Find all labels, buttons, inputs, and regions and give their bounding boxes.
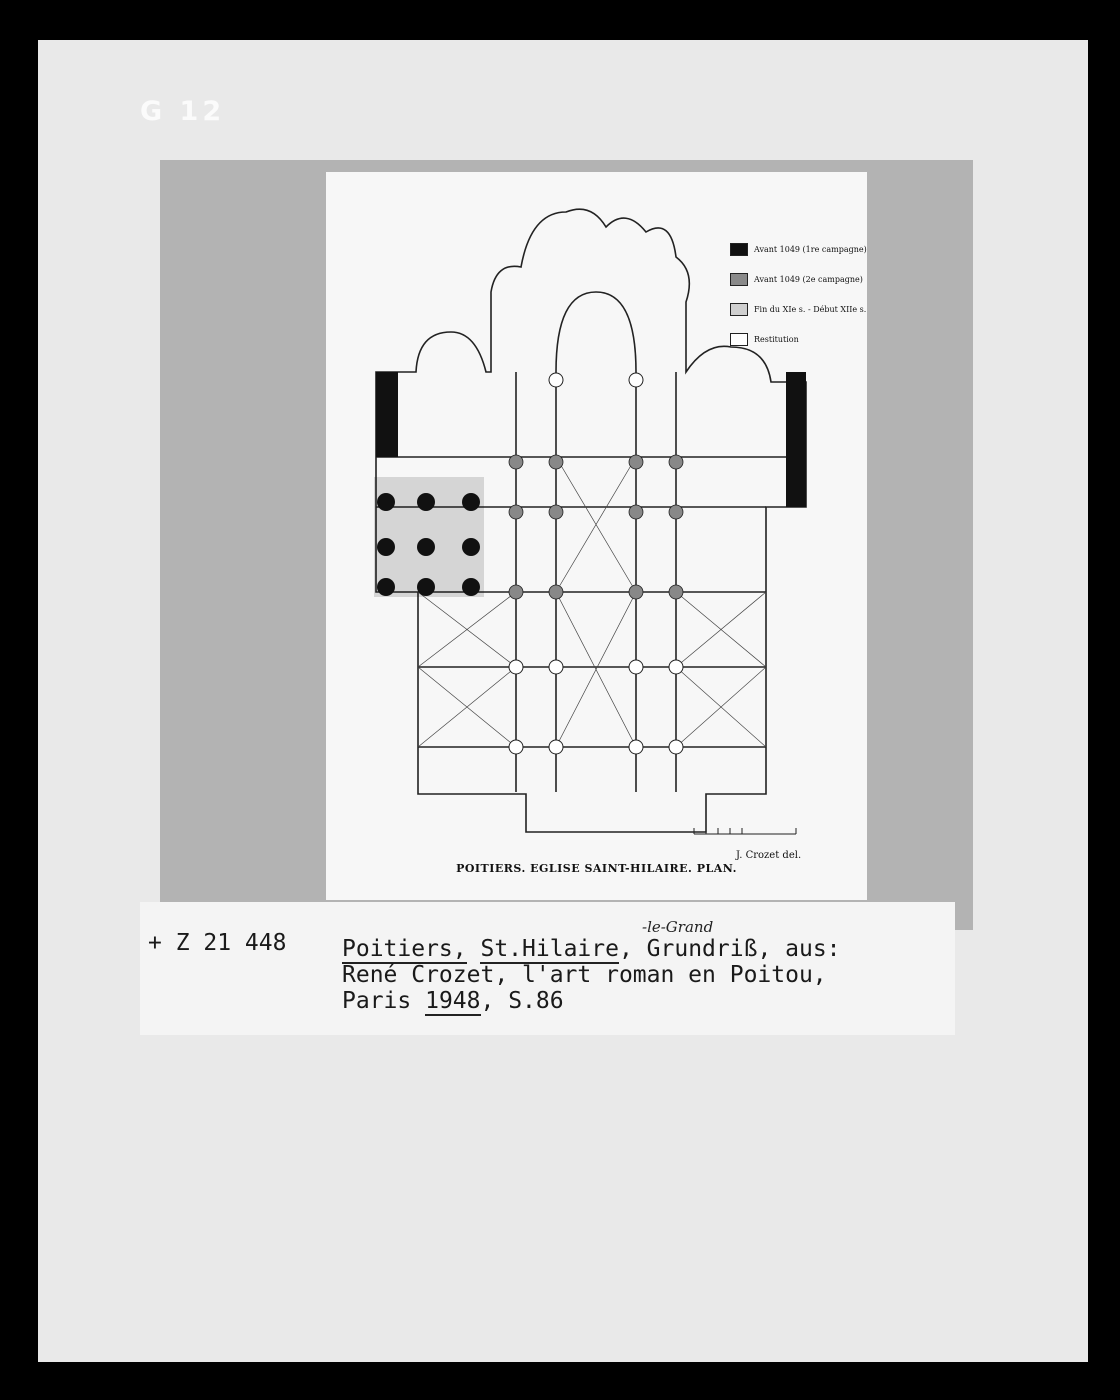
label-line-2: René Crozet, l'art roman en Poitou, [342, 962, 827, 988]
drawing-credit: J. Crozet del. [736, 850, 802, 861]
legend-item [730, 294, 867, 324]
place-name: Poitiers, [342, 936, 467, 962]
inventory-number: + Z 21 448 [148, 930, 287, 956]
legend-item [730, 264, 867, 294]
legend-swatch [730, 243, 748, 256]
church-name: St.Hilaire [480, 936, 619, 962]
legend-swatch [730, 303, 748, 316]
catalog-label [140, 902, 955, 1035]
label-line-3 [342, 988, 564, 1014]
figure-caption: POITIERS. EGLISE SAINT-HILAIRE. PLAN. [456, 862, 737, 875]
page-reference: , S.86 [480, 988, 564, 1014]
plan-legend [730, 234, 867, 354]
description: , Grundriß, aus: [618, 936, 841, 962]
legend-swatch [730, 273, 748, 286]
legend-swatch [730, 333, 748, 346]
legend-item [730, 324, 867, 354]
label-line-1 [342, 936, 841, 962]
floor-plan-photo [326, 172, 867, 900]
publication-year: 1948 [425, 988, 481, 1014]
handwritten-annotation: -le-Grand [642, 918, 714, 936]
legend-label: Restitution [754, 334, 799, 344]
legend-item [730, 234, 867, 264]
legend-label: Fin du XIe s. - Début XIIe s. [754, 304, 867, 314]
legend-label: Avant 1049 (1re campagne) [754, 244, 867, 254]
archive-code: G 12 [140, 96, 226, 127]
legend-label: Avant 1049 (2e campagne) [754, 274, 863, 284]
publication-place: Paris [342, 988, 412, 1014]
